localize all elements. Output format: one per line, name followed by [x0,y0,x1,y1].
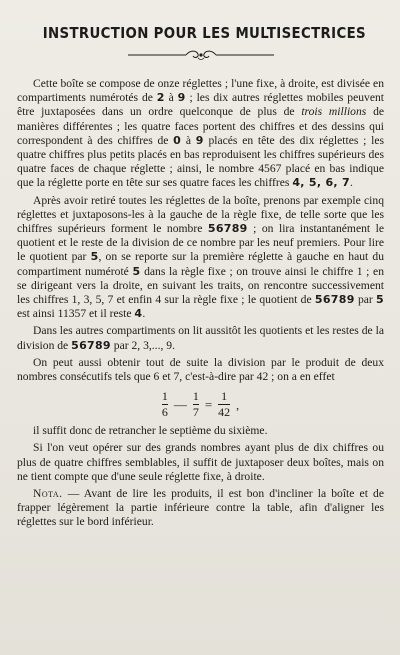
minus-sign: — [173,396,187,412]
document-title: INSTRUCTION POUR LES MULTISECTRICES [42,24,366,42]
fraction-one-seventh: $\frac{1}{7}$ [192,389,199,420]
paragraph-4: On peut aussi obtenir tout de suite la division par le produit de deux nombres consécutifs tels que 6 et 7, c'est-à-dire par 42 ; on a en effet [17,355,384,384]
fraction-formula [17,390,384,419]
formula-comma: , [236,397,240,412]
equals-sign: = [204,396,213,412]
nota-label: Nota. [33,487,63,501]
fraction-one-fortysecond: $\frac{1}{42}$ [218,389,231,420]
paragraph-3: Dans les autres compartiments on lit aussitôt les quotients et les restes de la division de 56789 par 2, 3,..., 9. [17,324,384,352]
scroll-ornament-icon [126,49,276,61]
paragraph-nota: Nota. — Avant de lire les produits, il est bon d'incliner la boîte et de frapper légèrement la partie inférieure contre la table, afin d'aligner les réglettes sur le bord inférieur. [17,487,384,529]
fraction-one-sixth: $\frac{1}{6}$ [161,389,168,420]
document-body [17,77,384,530]
paragraph-6: Si l'on veut opérer sur des grands nombres ayant plus de dix chiffres ou plus de quatre chiffres semblables, il suffit de juxtaposer deux boîtes, mais on ne tient compte que d'une seule réglette fixe, à droite. [17,441,384,483]
paragraph-1: Cette boîte se compose de onze réglettes ; l'une fixe, à droite, est divisée en compartiments numérotés de 2 à 9 ; les dix autres réglettes mobiles peuvent être juxtaposées dans un ordre quelconque de plus de trois millions de manières différentes ; les quatre faces portent des chiffres et des dessins qui correspondent à des chiffres de 0 à 9 placés en tête des dix réglettes ; les quatre chiffres plus petits placés en bas reproduisent les chiffres supérieurs des quatre faces de chaque réglette ; ainsi, le nombre 4567 placé en bas indique que la réglette porte en tête sur ses quatre faces les chiffres 4, 5, 6, 7. [17,77,385,190]
paragraph-2: Après avoir retiré toutes les réglettes de la boîte, prenons par exemple cinq réglettes et juxtaposons-les à la gauche de la règle fixe, de telle sorte que les chiffres supérieurs forment le nombre 56789 ; on lira instantanément le quotient et le reste de la division de ce nombre par les neuf premiers. Pour lire le quotient par 5, on se reporte sur la première réglette à gauche en haut du compartiment numéroté 5 dans la règle fixe ; on trouve ainsi le chiffre 1 ; en se dirigeant vers la droite, en suivant les traits, on rencontre successivement les chiffres 1, 3, 5, 7 et enfin 4 sur la règle fixe ; le quotient de 56789 par 5 est ainsi 11357 et il reste 4. [17,193,384,321]
paragraph-5: il suffit donc de retrancher le septième du sixième. [33,424,268,438]
